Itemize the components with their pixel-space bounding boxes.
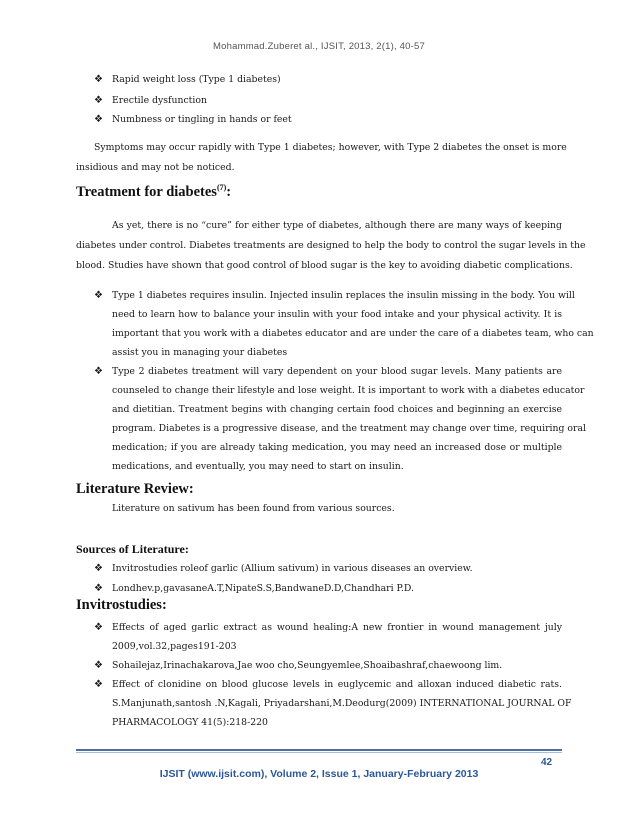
reference-line: Sohailejaz,Irinachakarova,Jae woo cho,Seungyemlee,Shoaibashraf,chaewoong lim.	[112, 660, 503, 671]
section-heading-invitro: Invitrostudies:	[76, 597, 167, 613]
bullet-line: medication; if you are already taking medication, you may need an increased dose or multiple	[112, 442, 562, 453]
bullet-line: program. Diabetes is a progressive disease, and the treatment may change over time, requiring oral	[112, 423, 586, 434]
reference-line: S.Manjunath,santosh .N,Kagali, Priyadarshani,M.Deodurg(2009) INTERNATIONAL JOURNAL OF	[112, 698, 572, 709]
section-heading-literature-review: Literature Review:	[76, 481, 194, 497]
page-number: 42	[541, 757, 553, 768]
bullet-line: need to learn how to balance your insulin with your food intake and your physical activity. It is	[112, 309, 562, 320]
bullet-icon: ❖	[94, 622, 103, 633]
bullet-icon: ❖	[94, 290, 103, 301]
bullet-icon: ❖	[94, 114, 103, 125]
footer-rule-thin	[76, 752, 562, 753]
paragraph-line: insidious and may not be noticed.	[76, 162, 235, 173]
bullet-line: and dietitian. Treatment begins with changing certain food choices and beginning an exercise	[112, 404, 562, 415]
paragraph-line: Symptoms may occur rapidly with Type 1 diabetes; however, with Type 2 diabetes the onset is more	[94, 142, 567, 153]
symptom-item: Numbness or tingling in hands or feet	[112, 114, 292, 125]
symptom-item: Erectile dysfunction	[112, 95, 207, 106]
footer-rule	[76, 749, 562, 751]
reference-line: Effect of clonidine on blood glucose levels in euglycemic and alloxan induced diabetic rats.	[112, 679, 562, 690]
paragraph-line: diabetes under control. Diabetes treatments are designed to help the body to control the sugar levels in the	[76, 240, 586, 251]
bullet-icon: ❖	[94, 583, 103, 594]
paragraph-line: Literature on sativum has been found from various sources.	[112, 503, 395, 514]
bullet-icon: ❖	[94, 95, 103, 106]
bullet-line: medications, and eventually, you may need to start on insulin.	[112, 461, 404, 472]
bullet-icon: ❖	[94, 366, 103, 377]
bullet-icon: ❖	[94, 660, 103, 671]
reference-line: PHARMACOLOGY 41(5):218-220	[112, 717, 268, 728]
bullet-icon: ❖	[94, 679, 103, 690]
running-head: Mohammad.Zuberet al., IJSIT, 2013, 2(1), 40-57	[213, 41, 425, 52]
source-item: Londhev.p,gavasaneA.T,NipateS.S,BandwaneD.D,Chandhari P.D.	[112, 583, 414, 594]
heading-text: Treatment for diabetes	[76, 183, 217, 200]
paragraph-line: As yet, there is no “cure” for either type of diabetes, although there are many ways of keeping	[112, 220, 562, 231]
bullet-line: Type 2 diabetes treatment will vary dependent on your blood sugar levels. Many patients are	[112, 366, 562, 377]
source-item: Invitrostudies roleof garlic (Allium sativum) in various diseases an overview.	[112, 563, 473, 574]
journal-footer: IJSIT (www.ijsit.com), Volume 2, Issue 1, January-February 2013	[159, 768, 479, 780]
reference-line: 2009,vol.32,pages191-203	[112, 641, 237, 652]
paragraph-line: blood. Studies have shown that good control of blood sugar is the key to avoiding diabetic complications.	[76, 260, 573, 271]
bullet-line: important that you work with a diabetes educator and are under the care of a diabetes team, who can	[112, 328, 594, 339]
bullet-line: counseled to change their lifestyle and lose weight. It is important to work with a diabetes educator	[112, 385, 585, 396]
heading-colon: :	[226, 183, 232, 200]
reference-line: Effects of aged garlic extract as wound healing:A new frontier in wound management july	[112, 622, 562, 633]
section-heading-sources: Sources of Literature:	[76, 542, 189, 556]
bullet-line: Type 1 diabetes requires insulin. Injected insulin replaces the insulin missing in the body. You will	[112, 290, 575, 301]
section-heading-treatment	[76, 183, 231, 201]
bullet-icon: ❖	[94, 563, 103, 574]
symptom-item: Rapid weight loss (Type 1 diabetes)	[112, 74, 281, 85]
bullet-line: assist you in managing your diabetes	[112, 347, 288, 358]
citation-ref: (7)	[216, 183, 227, 192]
bullet-icon: ❖	[94, 74, 103, 85]
